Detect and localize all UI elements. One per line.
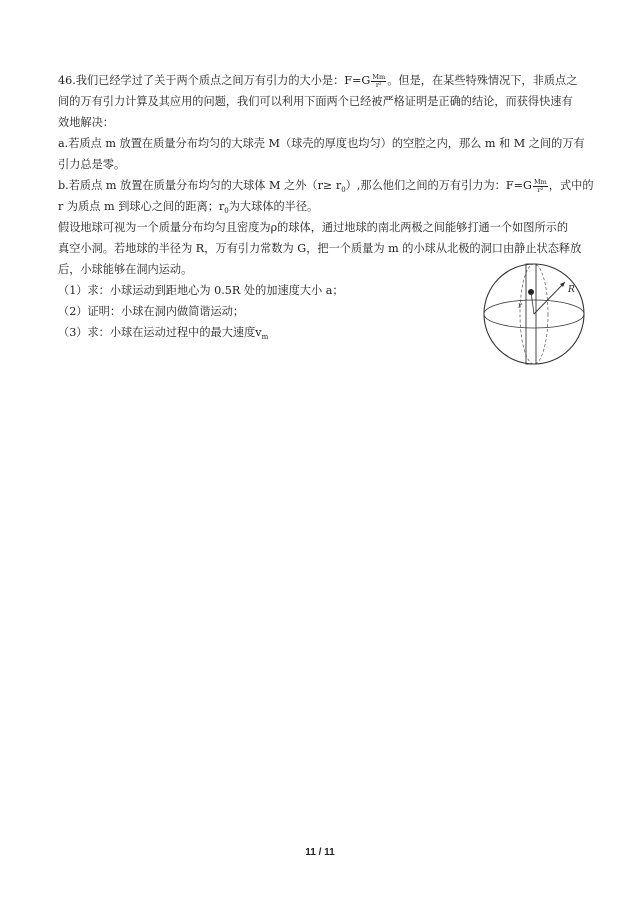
label-R: R [568, 285, 575, 295]
problem-intro: 46.我们已经学过了关于两个质点之间万有引力的大小是：F=G [58, 74, 371, 87]
conclusion-a-line-2: 引力总是零。 [58, 158, 126, 171]
earth-sphere-figure [474, 262, 594, 372]
conclusion-b-line-2: r 为质点 m 到球心之间的距离；$r_0$为大球体的半径。 [58, 200, 319, 216]
question-1: （1）求：小球运动到距地心为 0.5R 处的加速度大小 a； [58, 284, 344, 297]
label-r: r [518, 301, 522, 310]
radius-r [531, 292, 534, 314]
page-number: 11 / 11 [305, 847, 335, 858]
scenario-line-3: 后，小球能够在洞内运动。 [58, 263, 193, 276]
scenario-line-2: 真空小洞。若地球的半径为 R，万有引力常数为 G，把一个质量为 m 的小球从北极的洞口由静止状态释放 [58, 242, 582, 255]
earth-tunnel-diagram [474, 262, 594, 372]
conclusion-b-line-1: b.若质点 m 放置在质量分布均匀的大球体 M 之外$(r\ge r_0)$,那么他们之间的万有引力为：F=G $\frac{Mm}{\text{r²}}$ ，式中的 [58, 177, 594, 195]
gravitation-fraction-2: $\frac{Mm}{\text{r²}}$ [533, 177, 547, 194]
question-2: （2）证明：小球在洞内做简谐运动； [58, 305, 245, 318]
problem-line-1: 46.我们已经学过了关于两个质点之间万有引力的大小是：F=G $\frac{Mm}{\text{r²}}$ 。但是，在某些特殊情况下，非质点之 [58, 72, 578, 89]
problem-line-3: 效地解决： [58, 116, 114, 129]
conclusion-a-line-1: a.若质点 m 放置在质量分布均匀的大球壳 M（球壳的厚度也均匀）的空腔之内，那么 m 和 M 之间的万有 [58, 137, 585, 150]
scenario-line-1: 假设地球可视为一个质量分布均匀且密度为ρ的球体，通过地球的南北两极之间能够打通一个如图所示的 [58, 221, 569, 234]
gravitation-fraction-1: $\frac{Mm}{\text{r²}}$ [372, 72, 386, 89]
problem-line-2: 间的万有引力计算及其应用的问题，我们可以利用下面两个已经被严格证明是正确的结论，而获得快速有 [58, 95, 573, 108]
question-3: （3）求：小球在运动过程中的最大速度$v_m$ [58, 326, 269, 342]
radius-R [534, 282, 565, 314]
